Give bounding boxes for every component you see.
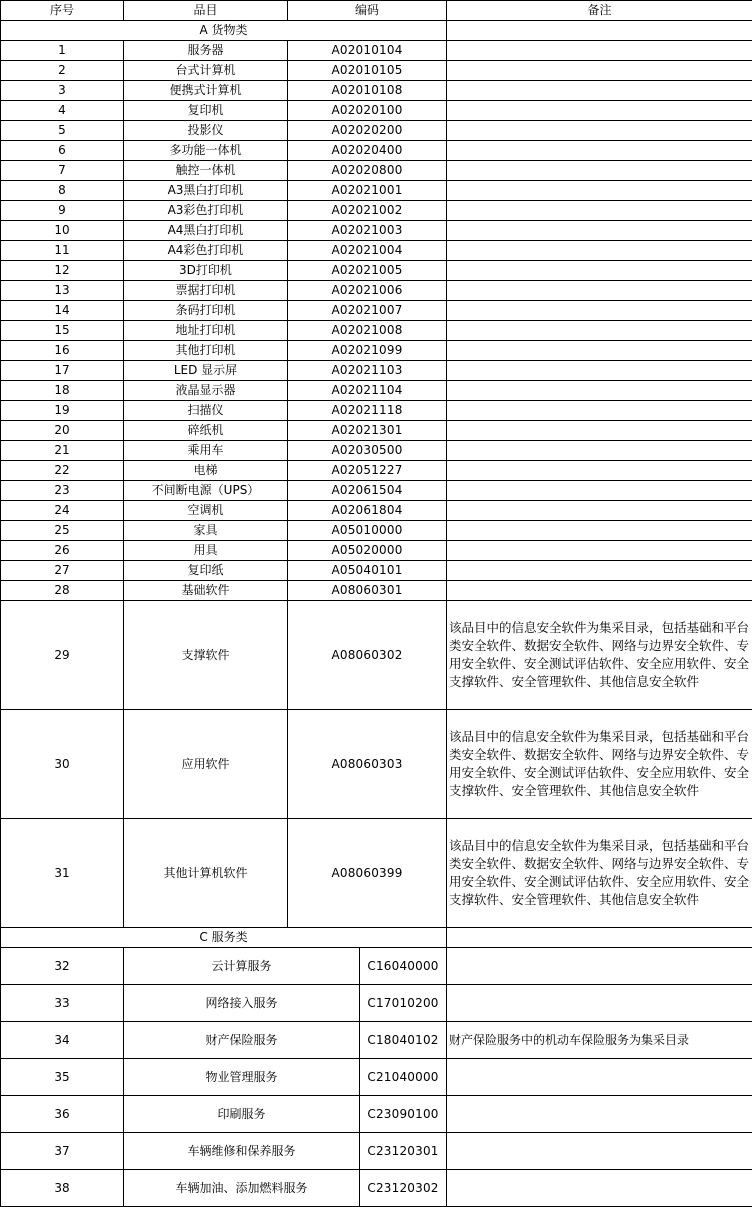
row-remark [447,101,752,121]
row-remark [447,541,752,561]
row-code: A02051227 [288,461,447,481]
section-goods-title: A 货物类 [1,21,447,41]
row-code: A02010105 [288,61,447,81]
row-number: 9 [1,201,124,221]
row-remark [447,421,752,441]
table-row [1,121,752,141]
row-number: 36 [1,1096,124,1133]
row-item: 车辆加油、添加燃料服务 [124,1170,360,1207]
row-remark [447,241,752,261]
row-code: A02021099 [288,341,447,361]
row-number: 18 [1,381,124,401]
row-remark [447,1096,752,1133]
row-item: 便携式计算机 [124,81,288,101]
table-row [1,601,752,710]
row-item: 复印机 [124,101,288,121]
row-number: 29 [1,601,124,710]
table-row [1,101,752,121]
table-row [1,1133,752,1170]
row-item: 网络接入服务 [124,985,360,1022]
row-remark [447,141,752,161]
table-row [1,948,752,985]
row-number: 16 [1,341,124,361]
table-row [1,481,752,501]
table-row [1,381,752,401]
row-item: 其他计算机软件 [124,819,288,928]
row-code: A02021006 [288,281,447,301]
row-remark [447,481,752,501]
row-code: A02021118 [288,401,447,421]
row-number: 23 [1,481,124,501]
row-item: 基础软件 [124,581,288,601]
row-remark [447,161,752,181]
row-remark [447,948,752,985]
row-remark [447,985,752,1022]
row-number: 22 [1,461,124,481]
table-row [1,561,752,581]
row-item: 家具 [124,521,288,541]
row-remark: 该品目中的信息安全软件为集采目录，包括基础和平台类安全软件、数据安全软件、网络与边界安全软件、专用安全软件、安全测试评估软件、安全应用软件、安全支撑软件、安全管理软件、其他信息安全软件 [447,601,752,710]
row-code: C23120301 [360,1133,447,1170]
services-table [0,927,752,1207]
row-code: C23120302 [360,1170,447,1207]
row-number: 28 [1,581,124,601]
row-item: 地址打印机 [124,321,288,341]
row-item: 复印纸 [124,561,288,581]
row-code: A02021001 [288,181,447,201]
row-item: 空调机 [124,501,288,521]
row-remark [447,361,752,381]
row-item: 碎纸机 [124,421,288,441]
row-item: 液晶显示器 [124,381,288,401]
table-row [1,521,752,541]
row-remark [447,561,752,581]
section-row-services [1,928,752,948]
row-item: LED 显示屏 [124,361,288,381]
row-remark: 该品目中的信息安全软件为集采目录，包括基础和平台类安全软件、数据安全软件、网络与边界安全软件、专用安全软件、安全测试评估软件、安全应用软件、安全支撑软件、安全管理软件、其他信息安全软件 [447,819,752,928]
row-remark [447,181,752,201]
row-code: A02021003 [288,221,447,241]
row-remark [447,1059,752,1096]
row-remark [447,1170,752,1207]
table-row [1,61,752,81]
row-code: A05040101 [288,561,447,581]
row-number: 14 [1,301,124,321]
row-code: A02020100 [288,101,447,121]
row-code: A02061804 [288,501,447,521]
row-number: 10 [1,221,124,241]
table-row [1,581,752,601]
row-code: A02021007 [288,301,447,321]
row-item: 服务器 [124,41,288,61]
row-number: 34 [1,1022,124,1059]
row-number: 19 [1,401,124,421]
row-number: 11 [1,241,124,261]
section-row-goods [1,21,752,41]
row-item: 不间断电源（UPS） [124,481,288,501]
row-item: 财产保险服务 [124,1022,360,1059]
row-code: A02010108 [288,81,447,101]
table-row [1,1059,752,1096]
row-item: 用具 [124,541,288,561]
table-row [1,301,752,321]
table-row [1,221,752,241]
row-code: A02061504 [288,481,447,501]
row-remark [447,301,752,321]
row-code: A02021004 [288,241,447,261]
row-code: A08060303 [288,710,447,819]
table-row [1,441,752,461]
row-code: C17010200 [360,985,447,1022]
row-item: 乘用车 [124,441,288,461]
row-code: A08060301 [288,581,447,601]
row-number: 5 [1,121,124,141]
table-row [1,81,752,101]
row-remark [447,341,752,361]
row-code: C21040000 [360,1059,447,1096]
row-number: 12 [1,261,124,281]
row-item: 支撑软件 [124,601,288,710]
row-item: A4黑白打印机 [124,221,288,241]
row-item: 3D打印机 [124,261,288,281]
table-row [1,819,752,928]
row-code: C16040000 [360,948,447,985]
row-code: A02020400 [288,141,447,161]
row-code: A02021008 [288,321,447,341]
row-code: C23090100 [360,1096,447,1133]
row-number: 25 [1,521,124,541]
row-item: 条码打印机 [124,301,288,321]
row-remark [447,441,752,461]
table-row [1,181,752,201]
row-number: 2 [1,61,124,81]
row-remark [447,201,752,221]
row-item: A3彩色打印机 [124,201,288,221]
table-row [1,341,752,361]
row-item: A3黑白打印机 [124,181,288,201]
row-item: 车辆维修和保养服务 [124,1133,360,1170]
row-remark [447,281,752,301]
row-code: A08060399 [288,819,447,928]
row-item: 投影仪 [124,121,288,141]
row-remark [447,81,752,101]
row-number: 1 [1,41,124,61]
row-number: 33 [1,985,124,1022]
section-goods-remark [447,21,752,41]
row-number: 15 [1,321,124,341]
row-item: 多功能一体机 [124,141,288,161]
row-remark [447,121,752,141]
row-code: A08060302 [288,601,447,710]
table-row [1,461,752,481]
table-row [1,241,752,261]
row-number: 31 [1,819,124,928]
table-row [1,141,752,161]
row-remark [447,461,752,481]
header-no: 序号 [1,1,124,21]
row-code: A05010000 [288,521,447,541]
header-code: 编码 [288,1,447,21]
row-number: 4 [1,101,124,121]
table-row [1,1170,752,1207]
row-remark: 财产保险服务中的机动车保险服务为集采目录 [447,1022,752,1059]
table-row [1,41,752,61]
row-item: 电梯 [124,461,288,481]
row-remark [447,581,752,601]
row-code: C18040102 [360,1022,447,1059]
row-number: 38 [1,1170,124,1207]
row-number: 21 [1,441,124,461]
row-remark [447,401,752,421]
row-remark [447,1133,752,1170]
row-number: 32 [1,948,124,985]
row-code: A02020200 [288,121,447,141]
row-number: 26 [1,541,124,561]
table-row [1,985,752,1022]
table-row [1,161,752,181]
row-number: 37 [1,1133,124,1170]
row-remark [447,501,752,521]
row-code: A02030500 [288,441,447,461]
table-row [1,710,752,819]
section-services-remark [447,928,752,948]
table-row [1,1022,752,1059]
row-code: A02010104 [288,41,447,61]
row-number: 6 [1,141,124,161]
row-number: 13 [1,281,124,301]
row-item: 票据打印机 [124,281,288,301]
table-row [1,361,752,381]
header-remark: 备注 [447,1,752,21]
row-code: A02021103 [288,361,447,381]
row-code: A05020000 [288,541,447,561]
row-item: 触控一体机 [124,161,288,181]
row-number: 7 [1,161,124,181]
header-item: 品目 [124,1,288,21]
row-number: 24 [1,501,124,521]
table-row [1,1096,752,1133]
row-remark [447,41,752,61]
table-row [1,421,752,441]
table-row [1,201,752,221]
table-row [1,501,752,521]
table-row [1,321,752,341]
row-item: 应用软件 [124,710,288,819]
row-code: A02021005 [288,261,447,281]
row-number: 20 [1,421,124,441]
table-row [1,541,752,561]
row-number: 17 [1,361,124,381]
row-remark: 该品目中的信息安全软件为集采目录，包括基础和平台类安全软件、数据安全软件、网络与边界安全软件、专用安全软件、安全测试评估软件、安全应用软件、安全支撑软件、安全管理软件、其他信息安全软件 [447,710,752,819]
row-item: A4彩色打印机 [124,241,288,261]
row-remark [447,321,752,341]
row-remark [447,221,752,241]
row-code: A02021002 [288,201,447,221]
row-number: 35 [1,1059,124,1096]
row-remark [447,521,752,541]
row-number: 30 [1,710,124,819]
row-remark [447,261,752,281]
row-number: 27 [1,561,124,581]
row-remark [447,381,752,401]
header-row [1,1,752,21]
row-item: 其他打印机 [124,341,288,361]
table-row [1,261,752,281]
row-item: 云计算服务 [124,948,360,985]
row-item: 印刷服务 [124,1096,360,1133]
row-item: 台式计算机 [124,61,288,81]
row-item: 扫描仪 [124,401,288,421]
section-services-title: C 服务类 [1,928,447,948]
row-item: 物业管理服务 [124,1059,360,1096]
row-code: A02020800 [288,161,447,181]
row-code: A02021301 [288,421,447,441]
table-row [1,401,752,421]
row-code: A02021104 [288,381,447,401]
row-number: 3 [1,81,124,101]
row-remark [447,61,752,81]
table-row [1,281,752,301]
row-number: 8 [1,181,124,201]
